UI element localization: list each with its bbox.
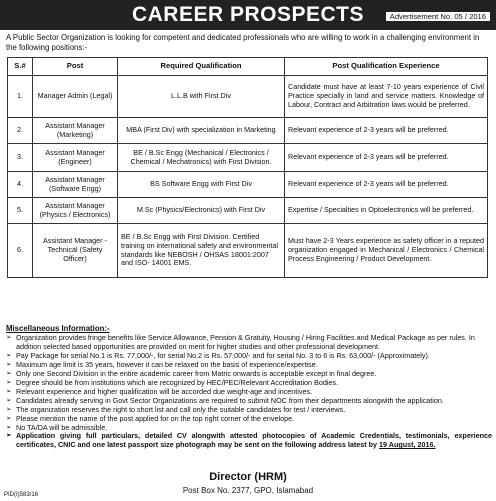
row-experience: Expertise / Specialties in Optoelectronics will be preferred.: [285, 198, 488, 224]
row-qualification: BS Software Engg with First Div: [118, 172, 285, 198]
page-title: CAREER PROSPECTS: [131, 3, 365, 26]
row-sno: 5.: [8, 198, 33, 224]
table-row: [8, 172, 488, 198]
column-header-qualification: Required Qualification: [118, 58, 285, 76]
row-sno: 3.: [8, 144, 33, 172]
list-item: ➢ Relevant experience and higher qualification will be accorded due weight-age and incentives.: [6, 388, 492, 397]
row-post: Manager Admin (Legal): [33, 76, 118, 118]
list-item: ➢ Please mention the name of the post applied for on the top right corner of the envelope.: [6, 415, 492, 424]
postal-address: Post Box No. 2377, GPO, Islamabad: [182, 486, 314, 495]
list-item: ➢ No TA/DA will be admissible.: [6, 424, 492, 433]
misc-list: [6, 334, 492, 450]
row-qualification: BE / B.Sc Engg (Mechanical / Electronics / Chemical / Mechatronics) with First Division.: [118, 144, 285, 172]
row-qualification: BE / B.Sc Engg with First Division. Certified training on international safety and environmental standards like NEBOSH / OHSAS 18001:2007 and ISO- 14001 EMS.: [118, 224, 285, 278]
pid-number: PID(I)583/16: [4, 492, 39, 498]
row-post: Assistant Manager - Technical (Safety Officer): [33, 224, 118, 278]
row-experience: Must have 2-3 Years experience as safety officer in a reputed organization engaged in Mechanical / Electronics / Chemical Process Engineering / Product Development.: [285, 224, 488, 278]
row-experience: Relevant experience of 2-3 years will be preferred.: [285, 144, 488, 172]
row-post: Assistant Manager (Software Engg): [33, 172, 118, 198]
application-instructions: [6, 432, 492, 450]
list-item: ➢ Only one Second Division in the entire academic career from Matric onwards is acceptable except in final degree.: [6, 370, 492, 379]
row-qualification: MBA (First Div) with specialization in Marketing: [118, 118, 285, 144]
row-post: Assistant Manager (Engineer): [33, 144, 118, 172]
column-header-sno: S.#: [8, 58, 33, 76]
application-text: Application giving full particulars, detailed CV alongwith attested photocopies of Academic Credentials, testimonials, experience certificates, CNIC and one latest passport size photograph may be sent on the following address latest by: [16, 431, 492, 450]
column-header-post: Post: [33, 58, 118, 76]
table-row: [8, 198, 488, 224]
row-sno: 1.: [8, 76, 33, 118]
table-row: [8, 144, 488, 172]
deadline-date: 19 August, 2016.: [379, 440, 436, 450]
positions-table: [7, 57, 488, 278]
column-header-experience: Post Qualification Experience: [285, 58, 488, 76]
row-qualification: M.Sc (Physics/Electronics) with First Div: [118, 198, 285, 224]
list-item: ➢ Organization provides fringe benefits like Service Allowance, Pension & Gratuity, Housing / Hiring Facilities and Medical Package as per rules. In addition selected based opportunities are provided on merit for higher studies and other professional development.: [6, 334, 492, 352]
row-sno: 2.: [8, 118, 33, 144]
director-title: Director (HRM): [209, 471, 287, 483]
row-post: Assistant Manager (Physics / Electronics): [33, 198, 118, 224]
row-experience: Relevant experience of 2-3 years will be preferred.: [285, 118, 488, 144]
row-qualification: L.L.B with First Div: [118, 76, 285, 118]
advertisement-number: Advertisement No. 05 / 2016: [386, 12, 490, 21]
row-experience: Relevant experience of 2-3 years will be preferred.: [285, 172, 488, 198]
list-item: ➢ Degree should be from institutions which are recognized by HEC/PEC/Relevant Accreditation Bodies.: [6, 379, 492, 388]
row-experience: Candidate must have at least 7-10 years experience of Civil Practice specially in land and service matters. Knowledge of Labour, Contract and Arbitration laws would be preferred.: [285, 76, 488, 118]
table-row: [8, 224, 488, 278]
row-sno: 6.: [8, 224, 33, 278]
misc-heading: Miscellaneous Information:-: [6, 324, 110, 333]
list-item: ➢ Pay Package for serial No.1 is Rs. 77,000/-, for serial No.2 is Rs. 57,000/- and for serial No. 3 to 6 is Rs. 63,000/- (Approximately).: [6, 352, 492, 361]
row-sno: 4.: [8, 172, 33, 198]
list-item: ➢ The organization reserves the right to short list and call only the suitable candidates for test / interviews.: [6, 406, 492, 415]
table-row: [8, 118, 488, 144]
table-header-row: [8, 58, 488, 76]
list-item: ➢ Candidates already serving in Govt Sector Organizations are required to submit NOC from their departments alongwith the application.: [6, 397, 492, 406]
intro-text: A Public Sector Organization is looking for competent and dedicated professionals who are willing to work in a challenging environment in the following positions:-: [6, 33, 480, 52]
table-row: [8, 76, 488, 118]
list-item: ➢ Maximum age limit is 35 years, however it can be relaxed on the basis of experience/expertise.: [6, 361, 492, 370]
row-post: Assistant Manager (Marketing): [33, 118, 118, 144]
